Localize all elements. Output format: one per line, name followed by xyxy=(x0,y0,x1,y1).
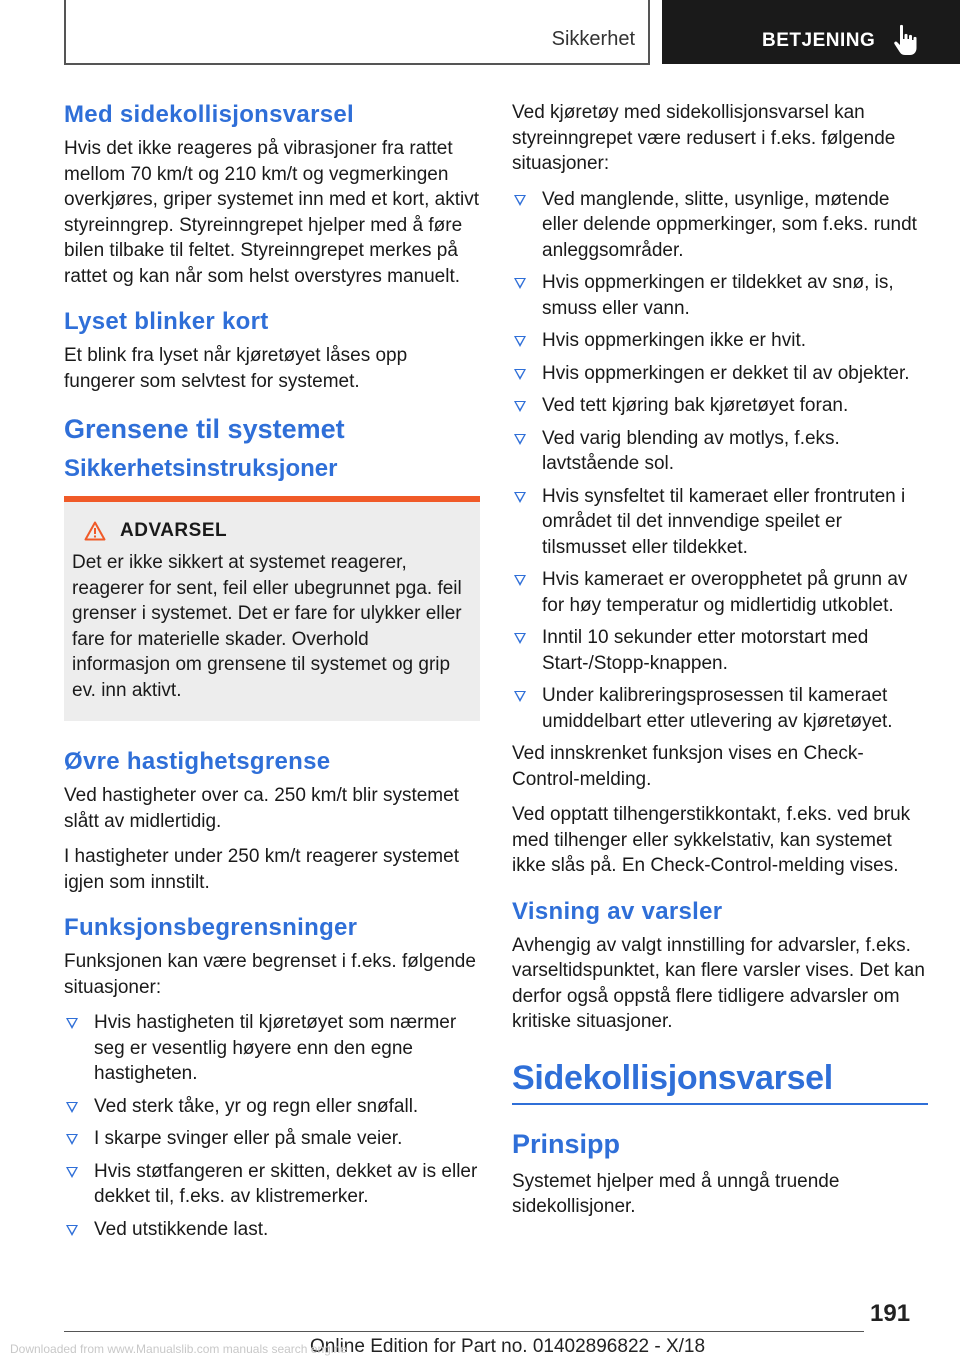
footer-rule xyxy=(64,1331,864,1332)
header-rule-left xyxy=(64,0,66,64)
list-item: I skarpe svinger eller på smale veier. xyxy=(64,1126,480,1152)
left-column xyxy=(64,100,480,1249)
header-rule-bottom xyxy=(64,63,650,65)
triangle-bullet-icon xyxy=(514,369,526,380)
header-section-title: Sikkerhet xyxy=(551,28,635,50)
heading-prinsipp: Prinsipp xyxy=(512,1128,621,1159)
footer-edition xyxy=(310,1336,705,1358)
heading-funksjonsbegrensninger: Funksjonsbegrensninger xyxy=(64,914,358,941)
list-item: Inntil 10 sekunder etter motorstart med Start-/Stopp-knappen. xyxy=(512,625,928,676)
list-item: Ved sterk tåke, yr og regn eller snøfall. xyxy=(64,1094,480,1120)
triangle-bullet-icon xyxy=(66,1167,78,1178)
right-bullet-list xyxy=(512,187,928,735)
paragraph-check-control-1: Ved innskrenket funksjon vises en Check-Control-melding. xyxy=(512,743,864,790)
triangle-bullet-icon xyxy=(514,434,526,445)
list-item: Hvis oppmerkingen er dekket til av objekter. xyxy=(512,361,928,387)
list-item: Ved varig blending av motlys, f.eks. lavtstående sol. xyxy=(512,426,928,477)
heading-visning-av-varsler: Visning av varsler xyxy=(512,897,723,925)
paragraph-styreinngrep: Hvis det ikke reageres på vibrasjoner fra rattet mellom 70 km/t og 210 km/t og vegmerkingen overkjøres, griper systemet inn med et kort, aktivt styreinngrep. Styreinngrepet hjelper med å føre bilen tilbake til feltet. Styreinngrepet merkes på rattet og kan når som helst overstyres manuelt. xyxy=(64,138,479,287)
warning-text: Det er ikke sikkert at systemet reagerer, reagerer for sent, feil eller ubegrunnet pga. feil grenser i systemet. Det er fare for ulykker eller fare for materielle skader. Overhold informasjon om grensene til systemet og grip ev. inn aktivt. xyxy=(72,552,462,701)
list-item: Hvis oppmerkingen ikke er hvit. xyxy=(512,328,928,354)
triangle-bullet-icon xyxy=(514,633,526,644)
list-item: Hvis kameraet er overopphetet på grunn av for høy temperatur og midlertidig utkoblet. xyxy=(512,567,928,618)
list-item: Under kalibreringsprosessen til kameraet umiddelbart etter utlevering av kjøretøyet. xyxy=(512,683,928,734)
header-rule-right xyxy=(648,0,650,64)
right-column xyxy=(512,100,928,1230)
page-number: 191 xyxy=(870,1300,911,1327)
chapter-title-sidekollisjonsvarsel: Sidekollisjonsvarsel xyxy=(512,1058,833,1097)
triangle-bullet-icon xyxy=(514,195,526,206)
warning-title: ADVARSEL xyxy=(120,520,228,541)
triangle-bullet-icon xyxy=(66,1225,78,1236)
warning-header xyxy=(72,520,470,542)
list-item: Hvis synsfeltet til kameraet eller frontruten i området til det innvendige speilet er tilsmusset eller tildekket. xyxy=(512,484,928,561)
heading-grensene: Grensene til systemet xyxy=(64,414,345,444)
pointing-hand-icon xyxy=(893,24,923,56)
heading-lyset-blinker: Lyset blinker kort xyxy=(64,308,269,335)
watermark: Downloaded from www.Manualslib.com manuals search engine xyxy=(10,1342,347,1356)
warning-triangle-icon xyxy=(84,521,106,541)
list-item: Ved manglende, slitte, usynlige, møtende eller delende oppmerkinger, som f.eks. rundt anleggsområder. xyxy=(512,187,928,264)
triangle-bullet-icon xyxy=(514,401,526,412)
paragraph-ovre-1: Ved hastigheter over ca. 250 km/t blir systemet slått av midlertidig. xyxy=(64,785,459,832)
triangle-bullet-icon xyxy=(66,1102,78,1113)
paragraph-check-control-2: Ved opptatt tilhengerstikkontakt, f.eks. ved bruk med tilhenger eller sykkelstativ, kan systemet ikke slås på. En Check-Control-melding vises. xyxy=(512,804,911,876)
triangle-bullet-icon xyxy=(514,492,526,503)
triangle-bullet-icon xyxy=(514,278,526,289)
heading-ovre-hastighetsgrense: Øvre hastighetsgrense xyxy=(64,748,331,775)
paragraph-ovre-2: I hastigheter under 250 km/t reagerer systemet igjen som innstilt. xyxy=(64,846,459,893)
triangle-bullet-icon xyxy=(514,336,526,347)
header-chapter-title: BETJENING xyxy=(762,30,876,51)
chapter-title-rule xyxy=(512,1103,928,1105)
paragraph-visning: Avhengig av valgt innstilling for advarsler, f.eks. varseltidspunktet, kan flere varsler vises. Det kan derfor også oppstå flere tidligere advarsler om kritiske situasjoner. xyxy=(512,934,925,1032)
paragraph-selvtest: Et blink fra lyset når kjøretøyet låses opp fungerer som selvtest for systemet. xyxy=(64,345,408,392)
edition-text: Online Edition for Part no. 01402896822 - X/18 xyxy=(310,1336,706,1357)
heading-med-sidekollisjonsvarsel: Med sidekollisjonsvarsel xyxy=(64,101,354,128)
triangle-bullet-icon xyxy=(66,1018,78,1029)
triangle-bullet-icon xyxy=(66,1134,78,1145)
paragraph-intro: Ved kjøretøy med sidekollisjonsvarsel kan styreinngrepet være redusert i f.eks. følgende situasjoner: xyxy=(512,102,896,174)
warning-box xyxy=(64,496,480,721)
list-item: Ved tett kjøring bak kjøretøyet foran. xyxy=(512,393,928,419)
triangle-bullet-icon xyxy=(514,575,526,586)
heading-sikkerhetsinstruksjoner: Sikkerhetsinstruksjoner xyxy=(64,455,338,482)
triangle-bullet-icon xyxy=(514,691,526,702)
list-item: Ved utstikkende last. xyxy=(64,1217,480,1243)
left-bullet-list xyxy=(64,1010,480,1242)
list-item: Hvis oppmerkingen er tildekket av snø, is, smuss eller vann. xyxy=(512,270,928,321)
paragraph-funksjon: Funksjonen kan være begrenset i f.eks. følgende situasjoner: xyxy=(64,951,476,998)
list-item: Hvis hastigheten til kjøretøyet som nærmer seg er vesentlig høyere enn den egne hastigheten. xyxy=(64,1010,480,1087)
paragraph-prinsipp: Systemet hjelper med å unngå truende sidekollisjoner. xyxy=(512,1170,840,1217)
list-item: Hvis støtfangeren er skitten, dekket av is eller dekket til, f.eks. av klistremerker. xyxy=(64,1159,480,1210)
